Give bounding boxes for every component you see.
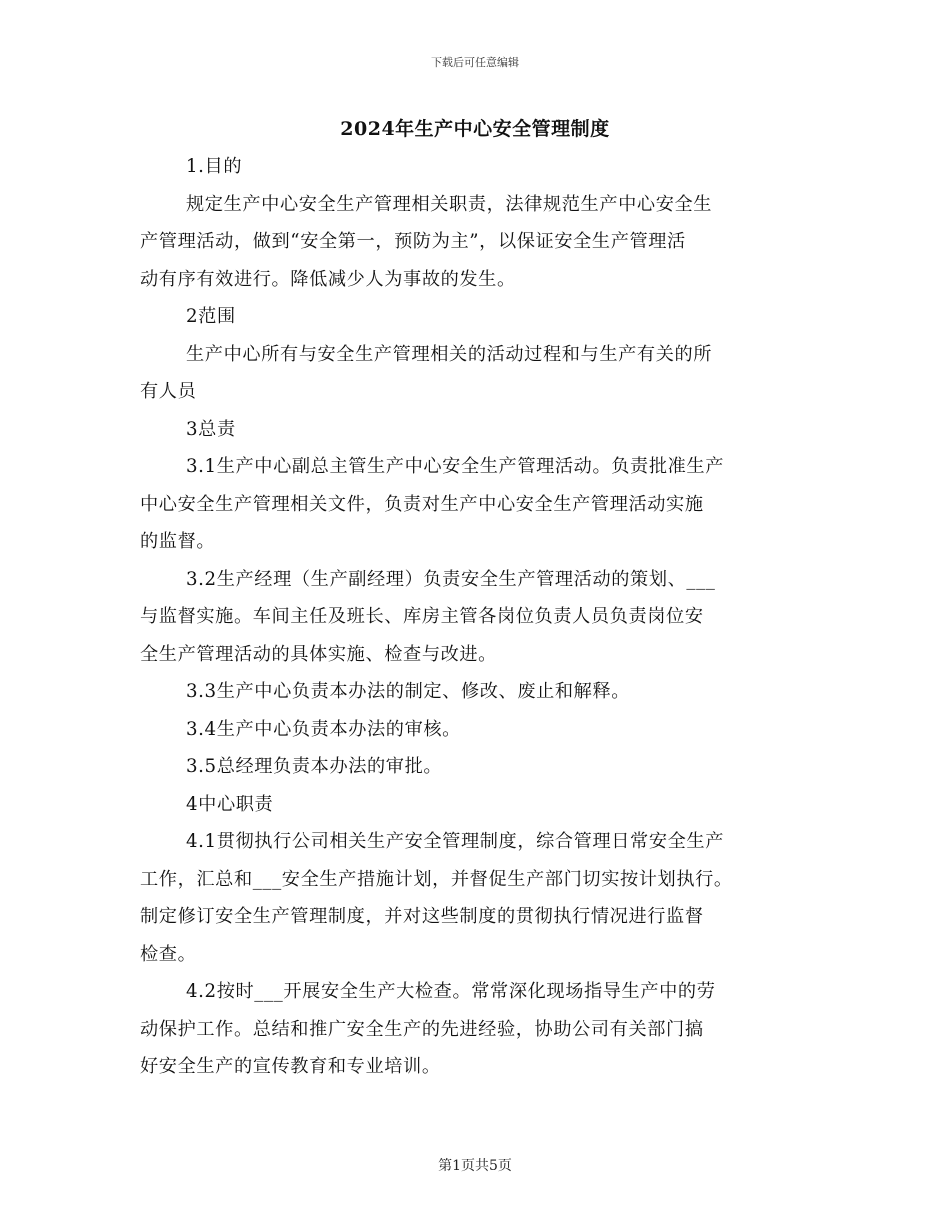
paragraph-line: 生产中心所有与安全生产管理相关的活动过程和与生产有关的所 xyxy=(186,343,713,365)
paragraph-line: 3.3生产中心负责本办法的制定、修改、废止和解释。 xyxy=(186,681,631,702)
paragraph-line: 中心安全生产管理相关文件，负责对生产中心安全生产管理活动实施 xyxy=(140,493,704,515)
paragraph-line: 的监督。 xyxy=(140,531,216,552)
paragraph-line: 动保护工作。总结和推广安全生产的先进经验，协助公司有关部门搞 xyxy=(140,1018,704,1040)
paragraph-line: 与监督实施。车间主任及班长、库房主管各岗位负责人员负责岗位安 xyxy=(140,606,704,627)
paragraph-line: 全生产管理活动的具体实施、检查与改进。 xyxy=(140,643,497,665)
paragraph-line: 制定修订安全生产管理制度，并对这些制度的贯彻执行情况进行监督 xyxy=(140,906,704,927)
paragraph-line: 产管理活动，做到“安全第一，预防为主”，以保证安全生产管理活 xyxy=(140,231,686,252)
section-heading-general-responsibility: 3总责 xyxy=(186,418,236,440)
paragraph-line: 好安全生产的宣传教育和专业培训。 xyxy=(140,1056,441,1077)
paragraph-line: 3.2生产经理（生产副经理）负责安全生产管理活动的策划、___ xyxy=(186,568,716,590)
section-heading-scope: 2范围 xyxy=(186,306,236,327)
header-note: 下载后可任意编辑 xyxy=(431,56,519,69)
paragraph-line: 有人员 xyxy=(140,381,197,402)
paragraph-line: 规定生产中心安全生产管理相关职责，法律规范生产中心安全生 xyxy=(186,193,713,215)
paragraph-line: 4.2按时___开展安全生产大检查。常常深化现场指导生产中的劳 xyxy=(186,981,716,1002)
paragraph-line: 动有序有效进行。降低减少人为事故的发生。 xyxy=(140,268,516,290)
paragraph-line: 3.4生产中心负责本办法的审核。 xyxy=(186,718,461,740)
paragraph-line: 3.5总经理负责本办法的审批。 xyxy=(186,756,443,777)
document-body xyxy=(140,148,820,1086)
section-heading-purpose: 1.目的 xyxy=(186,156,243,177)
document-title: 2024年生产中心安全管理制度 xyxy=(340,118,610,140)
paragraph-line: 检查。 xyxy=(140,943,197,965)
paragraph-line: 工作，汇总和___安全生产措施计划，并督促生产部门切实按计划执行。 xyxy=(140,868,733,890)
paragraph-line: 3.1生产中心副总主管生产中心安全生产管理活动。负责批准生产 xyxy=(186,456,724,477)
page-number-footer: 第1页共5页 xyxy=(438,1158,512,1174)
section-heading-center-duties: 4中心职责 xyxy=(186,793,274,815)
paragraph-line: 4.1贯彻执行公司相关生产安全管理制度，综合管理日常安全生产 xyxy=(186,831,724,852)
